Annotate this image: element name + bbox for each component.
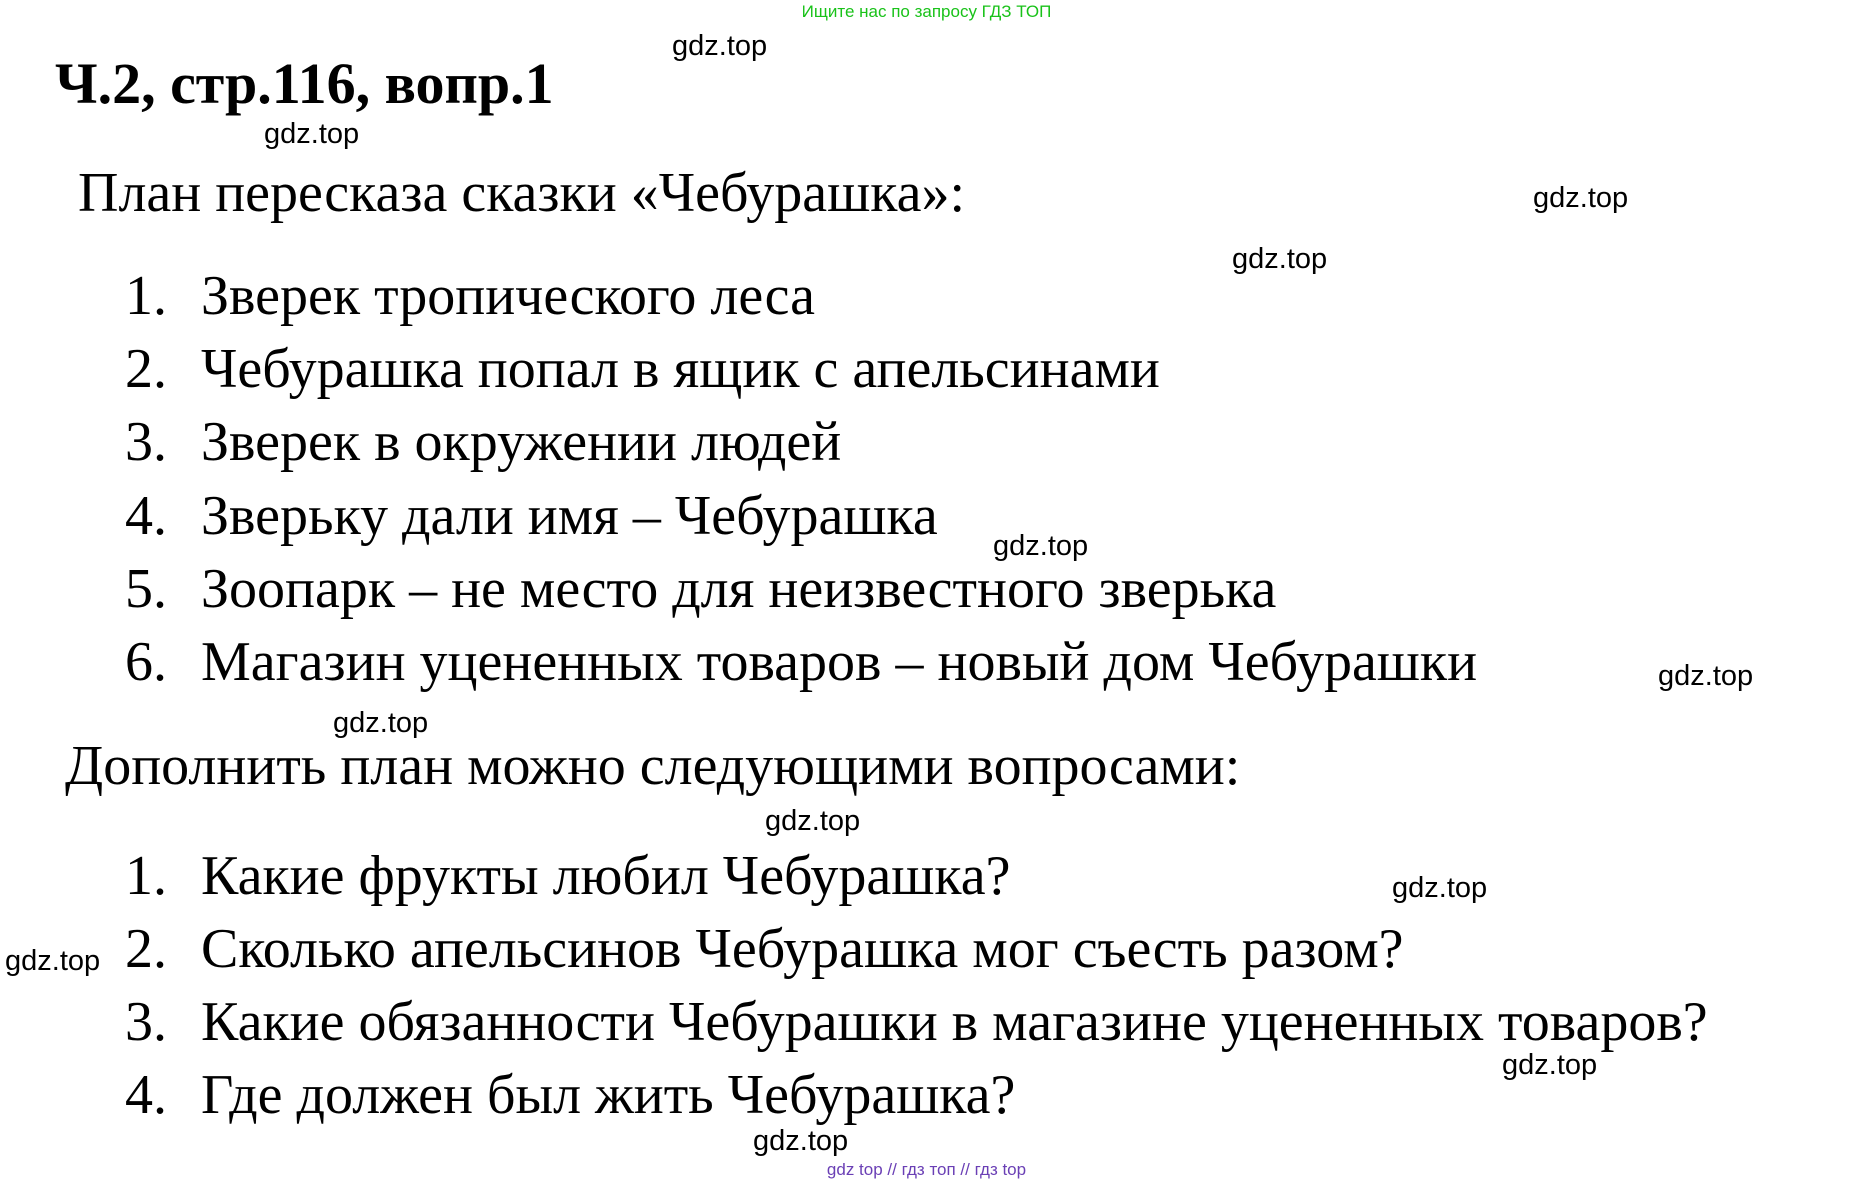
watermark: gdz.top — [765, 805, 861, 837]
item-number: 4. — [125, 485, 167, 547]
watermark: gdz.top — [264, 118, 360, 150]
item-text: Зверек тропического леса — [201, 265, 815, 327]
item-number: 3. — [125, 411, 167, 473]
watermark: gdz.top — [333, 707, 429, 739]
item-text: Сколько апельсинов Чебурашка мог съесть разом? — [201, 918, 1404, 980]
item-number: 5. — [125, 558, 167, 620]
item-number: 2. — [125, 918, 167, 980]
item-number: 4. — [125, 1064, 167, 1126]
watermark: gdz.top — [1502, 1049, 1598, 1081]
item-text: Зоопарк – не место для неизвестного зверька — [201, 558, 1277, 620]
top-banner: Ищите нас по запросу ГДЗ ТОП — [801, 2, 1052, 21]
item-text: Где должен был жить Чебурашка? — [201, 1064, 1016, 1126]
plan-intro: План пересказа сказки «Чебурашка»: — [78, 162, 966, 224]
watermark: gdz.top — [1658, 660, 1754, 692]
watermark: gdz.top — [5, 945, 101, 977]
item-number: 1. — [125, 845, 167, 907]
watermark: gdz.top — [1232, 243, 1328, 275]
item-number: 2. — [125, 338, 167, 400]
watermark: gdz.top — [993, 530, 1089, 562]
page-title: Ч.2, стр.116, вопр.1 — [55, 51, 554, 116]
questions-intro: Дополнить план можно следующими вопросами: — [65, 735, 1241, 797]
item-number: 1. — [125, 265, 167, 327]
item-text: Какие фрукты любил Чебурашка? — [201, 845, 1011, 907]
item-number: 6. — [125, 631, 167, 693]
watermark: gdz.top — [753, 1125, 849, 1157]
item-text: Чебурашка попал в ящик с апельсинами — [201, 338, 1160, 400]
item-text: Магазин уцененных товаров – новый дом Чебурашки — [201, 631, 1478, 693]
watermark: gdz.top — [1533, 182, 1629, 214]
item-text: Какие обязанности Чебурашки в магазине уцененных товаров? — [201, 991, 1708, 1053]
footer: gdz top // гдз топ // гдз top — [826, 1160, 1027, 1179]
item-number: 3. — [125, 991, 167, 1053]
watermark: gdz.top — [672, 30, 768, 62]
item-text: Зверек в окружении людей — [201, 411, 842, 473]
watermark: gdz.top — [1392, 872, 1488, 904]
item-text: Зверьку дали имя – Чебурашка — [201, 485, 938, 547]
